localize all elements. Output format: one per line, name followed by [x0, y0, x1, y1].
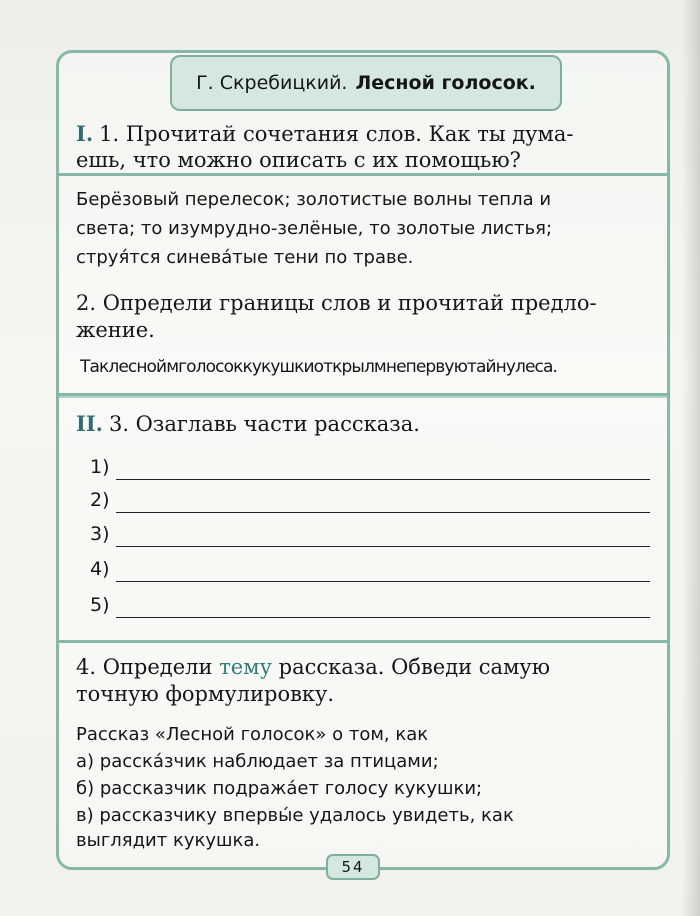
- task1-heading-cont: [76, 147, 666, 174]
- task1-line-3: струя́тся синева́тые тени по траве.: [76, 247, 414, 268]
- task3-answer-line-2[interactable]: 2): [90, 489, 650, 517]
- title-work: Лесной голосок.: [355, 72, 536, 94]
- section1-roman: I.: [76, 121, 94, 146]
- divider-section1-double: [56, 396, 670, 398]
- task1-line-2: света; то изумрудно-зелёные, то золотые листья;: [76, 218, 553, 239]
- task4-option-b[interactable]: б) рассказчик подража́ет голосу кукушки;: [76, 778, 483, 799]
- task3-answer-line-4[interactable]: 4): [90, 558, 650, 586]
- task1-text: 1. Прочитай сочетания слов. Как ты дума-: [99, 122, 574, 146]
- task4-heading-cont: точную формулировку.: [76, 682, 335, 706]
- page-edge-shadow: [682, 0, 700, 916]
- task2-sentence: Таклесноймголосоккукушкиоткрылмнепервуютайнулеса.: [80, 357, 558, 377]
- task3-answer-line-5[interactable]: 5): [90, 594, 650, 622]
- task1-text2: ешь, что можно описать с их помощью?: [76, 148, 521, 172]
- task2-heading-cont: жение.: [76, 318, 155, 342]
- task4-option-c[interactable]: в) рассказчику впервы́е удалось увидеть, как: [76, 805, 514, 826]
- task4-heading: [76, 654, 666, 681]
- task4-accent-word: тему: [219, 655, 272, 679]
- task4-option-c-cont[interactable]: выглядит кукушка.: [76, 830, 261, 851]
- divider-task3: [56, 640, 670, 643]
- task1-heading: [76, 120, 666, 148]
- task3-text: 3. Озаглавь части рассказа.: [108, 412, 420, 436]
- section2-roman: II.: [76, 411, 103, 436]
- task3-heading: [76, 410, 666, 438]
- task4-option-a[interactable]: а) расска́зчик наблюдает за птицами;: [76, 751, 439, 772]
- page-number: 54: [326, 854, 380, 880]
- task3-answer-line-1[interactable]: 1): [90, 456, 650, 484]
- task2-heading: 2. Определи границы слов и прочитай предло-: [76, 291, 597, 315]
- title-author: Г. Скребицкий.: [196, 72, 348, 94]
- task4-prefix: 4. Определи: [76, 655, 213, 679]
- task4-suffix: рассказа. Обведи самую: [278, 655, 551, 679]
- task1-line-1: Берёзовый перелесок; золотистые волны тепла и: [76, 189, 552, 210]
- page-title: [170, 55, 562, 111]
- task4-line-1: Рассказ «Лесной голосок» о том, как: [76, 724, 429, 745]
- task3-answer-line-3[interactable]: 3): [90, 523, 650, 551]
